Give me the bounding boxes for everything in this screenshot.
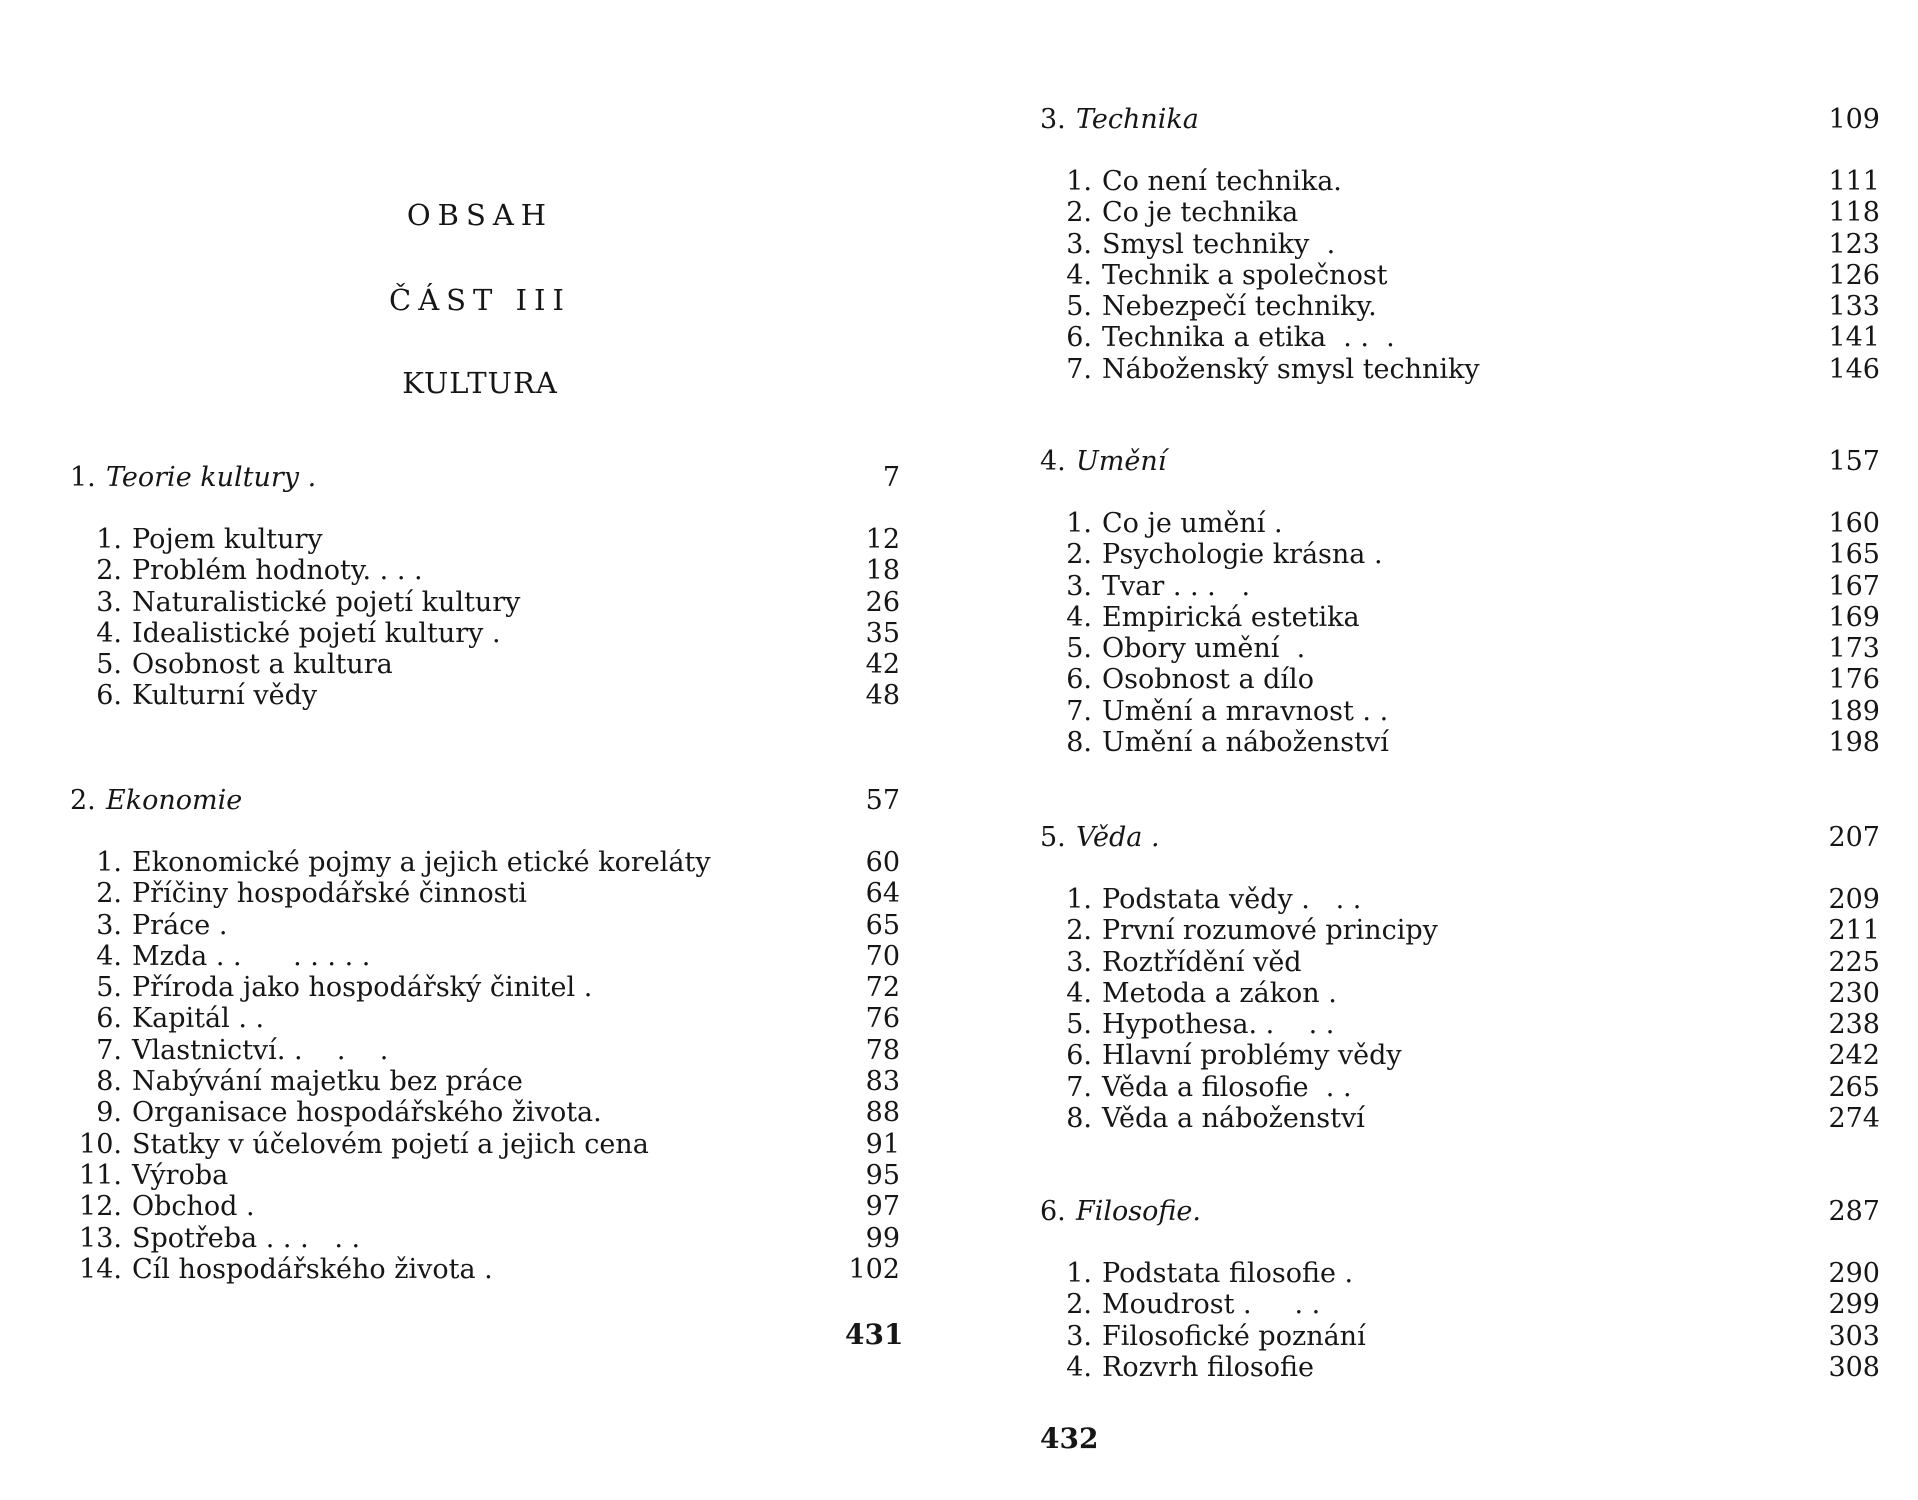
entry-number: 2.	[1066, 915, 1092, 947]
toc-entry[interactable]	[1040, 633, 1880, 664]
entry-title: Příroda jako hospodářský činitel .	[132, 972, 593, 1004]
entry-title: Empirická estetika	[1102, 601, 1360, 633]
entry-number: 10.	[79, 1128, 122, 1160]
entry-page: 118	[1828, 197, 1880, 229]
entry-number: 1.	[96, 847, 122, 878]
right-page	[960, 0, 1918, 1500]
entry-title: Psychologie krásna .	[1102, 539, 1383, 571]
entry-number: 3.	[1066, 946, 1092, 978]
entry-page: 308	[1828, 1351, 1880, 1383]
toc-entry[interactable]	[1040, 1103, 1880, 1134]
entry-page: 123	[1828, 228, 1880, 260]
entry-number: 3.	[1066, 228, 1092, 260]
toc-entry[interactable]	[70, 680, 900, 711]
entry-number: 4.	[96, 617, 122, 649]
toc-entry[interactable]	[1040, 260, 1880, 291]
entry-page: 126	[1828, 259, 1880, 291]
chapter-heading[interactable]	[1040, 822, 1880, 862]
entry-title: Naturalistické pojetí kultury	[132, 586, 521, 618]
chapter-title: Teorie kultury .	[106, 462, 317, 493]
entry-number: 5.	[1066, 633, 1092, 665]
entry-number: 6.	[1066, 664, 1092, 696]
entry-number: 13.	[79, 1222, 122, 1254]
entry-number: 4.	[96, 940, 122, 972]
entry-title: Co je umění .	[1102, 508, 1283, 539]
entry-page: 303	[1828, 1320, 1880, 1352]
entry-page: 35	[865, 617, 900, 649]
chapter-umeni	[1040, 446, 1880, 758]
entry-title: Tvar . . . .	[1102, 570, 1251, 602]
entry-title: První rozumové principy	[1102, 915, 1438, 947]
entry-title: Roztřídění věd	[1102, 946, 1302, 978]
entry-number: 3.	[1066, 570, 1092, 602]
entry-page: 230	[1828, 977, 1880, 1009]
entry-number: 9.	[96, 1097, 122, 1129]
chapter-number: 1.	[70, 462, 96, 493]
toc-entry[interactable]	[1040, 1258, 1880, 1289]
entry-number: 1.	[1066, 1258, 1092, 1289]
entry-title: Smysl techniky .	[1102, 228, 1336, 260]
entry-page: 133	[1828, 291, 1880, 323]
entry-title: Mzda . . . . . . .	[132, 940, 371, 972]
toc-entry[interactable]	[1040, 884, 1880, 915]
entry-title: Podstata filosofie .	[1102, 1258, 1354, 1289]
entry-number: 6.	[1066, 322, 1092, 354]
part-heading: ČÁST III	[389, 283, 571, 317]
entry-page: 238	[1828, 1009, 1880, 1041]
entry-page: 198	[1828, 727, 1880, 759]
entry-page: 146	[1828, 353, 1880, 385]
entry-number: 2.	[1066, 197, 1092, 229]
entry-page: 189	[1828, 695, 1880, 727]
toc-entry[interactable]	[1040, 727, 1880, 758]
entry-title: Kulturní vědy	[132, 680, 318, 712]
entry-title: Pojem kultury	[132, 524, 323, 555]
chapter-number: 2.	[70, 785, 96, 816]
entry-title: Nebezpečí techniky.	[1102, 291, 1377, 323]
toc-entry[interactable]	[70, 1003, 900, 1034]
entry-title: Hlavní problémy vědy	[1102, 1040, 1402, 1072]
entry-title: Věda a náboženství	[1102, 1103, 1365, 1135]
entry-title: Technika a etika . . .	[1102, 322, 1395, 354]
entry-number: 2.	[96, 878, 122, 910]
left-page	[0, 0, 920, 1500]
toc-entry[interactable]	[1040, 197, 1880, 228]
entry-title: Výroba	[132, 1159, 229, 1191]
toc-entry[interactable]	[70, 941, 900, 972]
toc-entry[interactable]	[70, 1160, 900, 1191]
toc-entry[interactable]	[70, 649, 900, 680]
entry-title: Problém hodnoty. . . .	[132, 555, 423, 587]
entry-number: 5.	[96, 649, 122, 681]
toc-entry[interactable]	[1040, 915, 1880, 946]
toc-entry[interactable]	[70, 618, 900, 649]
entry-page: 167	[1828, 570, 1880, 602]
entry-page: 76	[865, 1003, 900, 1035]
entry-title: Umění a mravnost . .	[1102, 695, 1389, 727]
entry-title: Idealistické pojetí kultury .	[132, 617, 501, 649]
entry-number: 4.	[1066, 1351, 1092, 1383]
subject-heading: KULTURA	[402, 366, 558, 400]
entry-page: 26	[865, 586, 900, 618]
entry-number: 7.	[1066, 1071, 1092, 1103]
toc-entry[interactable]	[1040, 1009, 1880, 1040]
entry-number: 11.	[79, 1159, 122, 1191]
chapter-page: 7	[882, 462, 900, 493]
chapter-page: 109	[1828, 104, 1880, 135]
entry-number: 4.	[1066, 259, 1092, 291]
entry-page: 209	[1828, 884, 1880, 915]
entry-number: 7.	[96, 1034, 122, 1066]
entry-page: 176	[1828, 664, 1880, 696]
toc-entry[interactable]	[70, 1097, 900, 1128]
toc-entry[interactable]	[1040, 229, 1880, 260]
entry-number: 5.	[96, 972, 122, 1004]
entry-number: 14.	[79, 1253, 122, 1285]
toc-entry[interactable]	[1040, 1352, 1880, 1383]
entry-title: Ekonomické pojmy a jejich etické koreláty	[132, 847, 711, 878]
entry-page: 111	[1828, 166, 1880, 197]
chapter-page: 57	[865, 785, 900, 816]
chapter-page: 207	[1828, 822, 1880, 853]
toc-entry[interactable]	[70, 1129, 900, 1160]
entry-number: 3.	[96, 586, 122, 618]
chapter-heading[interactable]	[70, 462, 900, 502]
entry-title: Spotřeba . . . . .	[132, 1222, 361, 1254]
entry-title: Obchod .	[132, 1191, 255, 1223]
entry-number: 2.	[1066, 539, 1092, 571]
entry-number: 1.	[96, 524, 122, 555]
entry-number: 12.	[79, 1191, 122, 1223]
chapter-heading[interactable]	[1040, 104, 1880, 144]
toc-entry[interactable]	[1040, 696, 1880, 727]
chapter-heading[interactable]	[70, 785, 900, 825]
entry-title: Vlastnictví. . . .	[132, 1034, 389, 1066]
contents-title: OBSAH	[406, 198, 554, 232]
toc-entry[interactable]	[1040, 322, 1880, 353]
entry-page: 91	[865, 1128, 900, 1160]
entry-title: Moudrost . . .	[1102, 1289, 1321, 1321]
toc-entry[interactable]	[1040, 539, 1880, 570]
entry-page: 99	[865, 1222, 900, 1254]
entry-number: 7.	[1066, 353, 1092, 385]
entry-title: Hypothesa. . . .	[1102, 1009, 1335, 1041]
entry-page: 173	[1828, 633, 1880, 665]
entry-number: 4.	[1066, 977, 1092, 1009]
entry-page: 12	[865, 524, 900, 555]
entry-title: Co není technika.	[1102, 166, 1342, 197]
entry-page: 60	[865, 847, 900, 878]
toc-entry[interactable]	[1040, 291, 1880, 322]
entry-number: 8.	[96, 1066, 122, 1098]
toc-entry[interactable]	[1040, 166, 1880, 197]
chapter-title: Technika	[1076, 104, 1199, 135]
toc-entry[interactable]	[1040, 947, 1880, 978]
entry-title: Cíl hospodářského života .	[132, 1253, 493, 1285]
entry-number: 3.	[96, 909, 122, 941]
entry-page: 70	[865, 940, 900, 972]
toc-entry[interactable]	[70, 1223, 900, 1254]
entry-page: 78	[865, 1034, 900, 1066]
toc-entry[interactable]	[70, 910, 900, 941]
page-number: 432	[1040, 1422, 1099, 1455]
entry-title: Technik a společnost	[1102, 259, 1388, 291]
chapter-title: Ekonomie	[106, 785, 243, 816]
chapter-technika	[1040, 104, 1880, 385]
entry-number: 8.	[1066, 727, 1092, 759]
toc-entry[interactable]	[1040, 1321, 1880, 1352]
chapter-filosofie	[1040, 1196, 1880, 1383]
toc-entry[interactable]	[1040, 664, 1880, 695]
entry-page: 88	[865, 1097, 900, 1129]
entry-number: 7.	[1066, 695, 1092, 727]
entry-title: Filosofické poznání	[1102, 1320, 1366, 1352]
entry-number: 4.	[1066, 601, 1092, 633]
entry-title: Co je technika	[1102, 197, 1299, 229]
entry-number: 6.	[96, 1003, 122, 1035]
toc-entry[interactable]	[70, 524, 900, 555]
entry-title: Metoda a zákon .	[1102, 977, 1337, 1009]
chapter-page: 157	[1828, 446, 1880, 477]
entry-title: Podstata vědy . . .	[1102, 884, 1362, 915]
entry-number: 1.	[1066, 884, 1092, 915]
entry-page: 64	[865, 878, 900, 910]
chapter-title: Věda .	[1076, 822, 1160, 853]
toc-entry[interactable]	[70, 847, 900, 878]
toc-entry[interactable]	[1040, 571, 1880, 602]
entry-page: 18	[865, 555, 900, 587]
entry-page: 225	[1828, 946, 1880, 978]
entry-page: 83	[865, 1066, 900, 1098]
entry-number: 8.	[1066, 1103, 1092, 1135]
entry-page: 299	[1828, 1289, 1880, 1321]
entry-title: Rozvrh filosofie	[1102, 1351, 1314, 1383]
chapter-ekonomie	[70, 785, 900, 1285]
entry-page: 160	[1828, 508, 1880, 539]
toc-entry[interactable]	[70, 972, 900, 1003]
chapter-teorie-kultury	[70, 462, 900, 712]
entry-page: 265	[1828, 1071, 1880, 1103]
entry-title: Příčiny hospodářské činnosti	[132, 878, 527, 910]
entry-number: 2.	[1066, 1289, 1092, 1321]
entry-page: 141	[1828, 322, 1880, 354]
chapter-number: 3.	[1040, 104, 1066, 135]
entry-title: Věda a filosofie . .	[1102, 1071, 1352, 1103]
chapter-number: 6.	[1040, 1196, 1066, 1227]
entry-title: Statky v účelovém pojetí a jejich cena	[132, 1128, 649, 1160]
entry-page: 242	[1828, 1040, 1880, 1072]
chapter-title: Umění	[1076, 446, 1167, 477]
entry-page: 72	[865, 972, 900, 1004]
entry-page: 102	[848, 1253, 900, 1285]
chapter-number: 5.	[1040, 822, 1066, 853]
entry-title: Osobnost a dílo	[1102, 664, 1314, 696]
toc-entry[interactable]	[70, 878, 900, 909]
entry-title: Náboženský smysl techniky	[1102, 353, 1480, 385]
toc-entry[interactable]	[1040, 508, 1880, 539]
entry-title: Osobnost a kultura	[132, 649, 393, 681]
entry-title: Obory umění .	[1102, 633, 1306, 665]
entry-number: 6.	[1066, 1040, 1092, 1072]
entry-number: 1.	[1066, 508, 1092, 539]
entry-page: 48	[865, 680, 900, 712]
entry-number: 3.	[1066, 1320, 1092, 1352]
entry-page: 211	[1828, 915, 1880, 947]
toc-entry[interactable]	[1040, 602, 1880, 633]
entry-number: 5.	[1066, 291, 1092, 323]
entry-page: 65	[865, 909, 900, 941]
toc-entry[interactable]	[70, 1191, 900, 1222]
toc-entry[interactable]	[70, 587, 900, 618]
chapter-veda	[1040, 822, 1880, 1134]
toc-entry[interactable]	[1040, 354, 1880, 385]
entry-title: Nabývání majetku bez práce	[132, 1066, 523, 1098]
entry-title: Kapitál . .	[132, 1003, 265, 1035]
page-number: 431	[845, 1318, 904, 1351]
toc-entry[interactable]	[70, 1254, 900, 1285]
toc-entry[interactable]	[70, 555, 900, 586]
entry-title: Umění a náboženství	[1102, 727, 1389, 759]
toc-entry[interactable]	[70, 1035, 900, 1066]
entry-page: 169	[1828, 601, 1880, 633]
entry-page: 165	[1828, 539, 1880, 571]
entry-page: 42	[865, 649, 900, 681]
toc-entry[interactable]	[70, 1066, 900, 1097]
toc-entry[interactable]	[1040, 978, 1880, 1009]
chapter-page: 287	[1828, 1196, 1880, 1227]
toc-entry[interactable]	[1040, 1040, 1880, 1071]
entry-page: 290	[1828, 1258, 1880, 1289]
entry-page: 97	[865, 1191, 900, 1223]
toc-entry[interactable]	[1040, 1289, 1880, 1320]
entry-page: 95	[865, 1159, 900, 1191]
chapter-title: Filosofie.	[1076, 1196, 1201, 1227]
chapter-heading[interactable]	[1040, 446, 1880, 486]
chapter-number: 4.	[1040, 446, 1066, 477]
entry-number: 5.	[1066, 1009, 1092, 1041]
entry-number: 1.	[1066, 166, 1092, 197]
entry-page: 274	[1828, 1103, 1880, 1135]
entry-title: Práce .	[132, 909, 228, 941]
entry-title: Organisace hospodářského života.	[132, 1097, 602, 1129]
entry-number: 2.	[96, 555, 122, 587]
toc-entry[interactable]	[1040, 1072, 1880, 1103]
chapter-heading[interactable]	[1040, 1196, 1880, 1236]
entry-number: 6.	[96, 680, 122, 712]
